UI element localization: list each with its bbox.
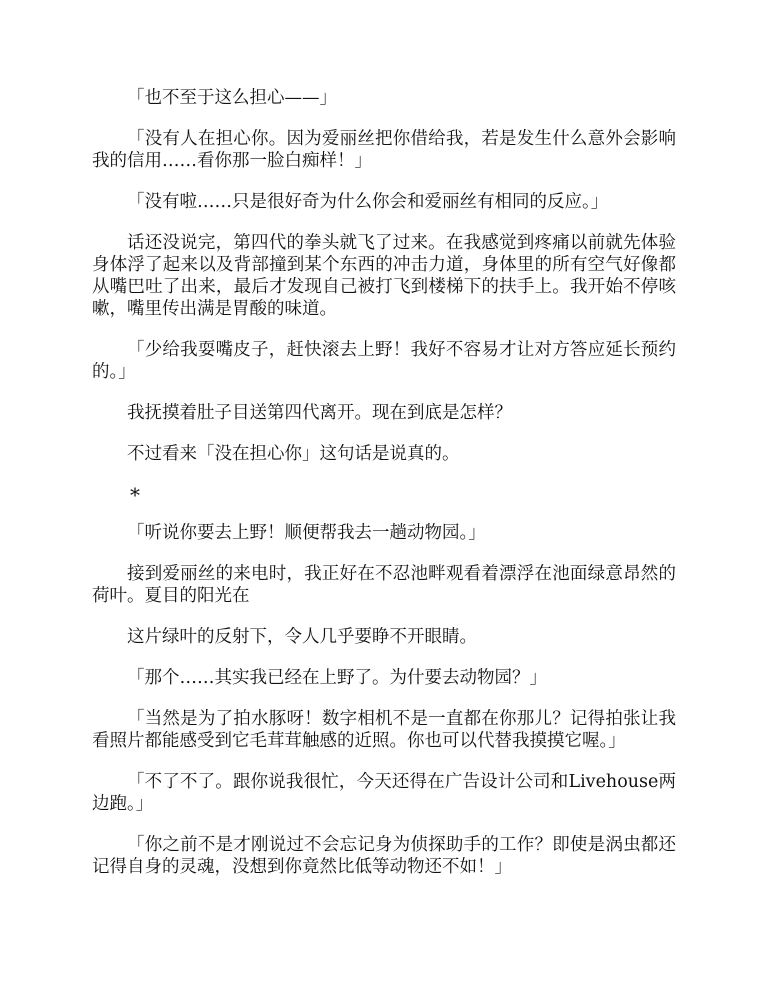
paragraph: 「听说你要去上野！顺便帮我去一趟动物园。」 [127, 523, 486, 543]
paragraph: 「当然是为了拍水豚呀！数字相机不是一直都在你那儿？记得拍张让我看照片都能感受到它毛茸茸触感的近照。你也可以代替我摸摸它喔。」 [92, 709, 676, 751]
paragraph: 这片绿叶的反射下，令人几乎要睁不开眼睛。 [127, 627, 477, 647]
paragraph: 「没有人在担心你。因为爱丽丝把你借给我，若是发生什么意外会影响我的信用……看你那一脸白痴样！」 [92, 129, 676, 171]
paragraph: 不过看来「没在担心你」这句话是说真的。 [127, 444, 460, 464]
paragraph: 接到爱丽丝的来电时，我正好在不忍池畔观看着漂浮在池面绿意昂然的荷叶。夏目的阳光在 [92, 564, 676, 606]
paragraph: 「你之前不是才刚说过不会忘记身为侦探助手的工作？即使是涡虫都还记得自身的灵魂，没想到你竟然比低等动物还不如！」 [92, 835, 676, 877]
paragraph: 「也不至于这么担心——」 [127, 88, 337, 108]
paragraph: 话还没说完，第四代的拳头就飞了过来。在我感觉到疼痛以前就先体验身体浮了起来以及背部撞到某个东西的冲击力道，身体里的所有空气好像都从嘴巴吐了出来，最后才发现自己被打飞到楼梯下的扶手上。我开始不停咳嗽，嘴里传出满是胃酸的味道。 [92, 233, 676, 319]
paragraph: 「没有啦……只是很好奇为什么你会和爱丽丝有相同的反应。」 [127, 192, 609, 212]
paragraph: 「不了不了。跟你说我很忙，今天还得在广告设计公司和Livehouse两边跑。」 [92, 772, 676, 814]
paragraph: 「少给我耍嘴皮子，赶快滚去上野！我好不容易才让对方答应延长预约的。」 [92, 340, 676, 382]
scene-break-asterisk: * [130, 483, 140, 507]
paragraph: 我抚摸着肚子目送第四代离开。现在到底是怎样？ [127, 403, 512, 423]
paragraph: 「那个……其实我已经在上野了。为什要去动物园？」 [127, 668, 547, 688]
document-page [92, 87, 676, 897]
